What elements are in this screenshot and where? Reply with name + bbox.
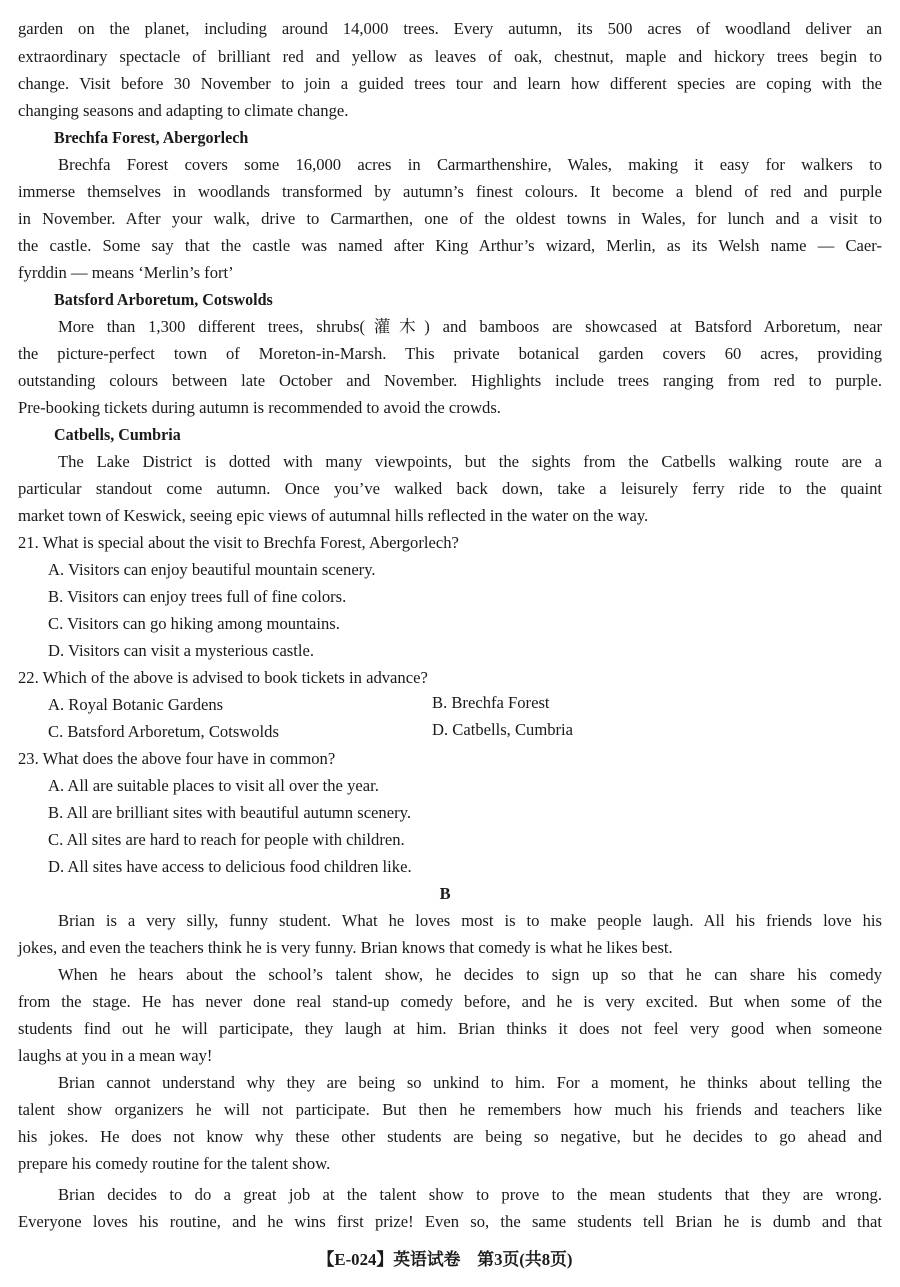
text-line: outstanding colours between late October and November. Highlights include trees ranging from red to purple. xyxy=(18,371,882,390)
text-line: Brian decides to do a great job at the talent show to prove to the mean students that they are wrong. xyxy=(58,1185,882,1204)
text-line: the castle. Some say that the castle was named after King Arthur’s wizard, Merlin, as its Welsh name — Caer- xyxy=(18,236,882,255)
text-line: jokes, and even the teachers think he is very funny. Brian knows that comedy is what he likes best. xyxy=(18,938,673,957)
answer-option: D. All sites have access to delicious food children like. xyxy=(48,857,412,876)
answer-option: A. All are suitable places to visit all over the year. xyxy=(48,776,379,795)
text-line: prepare his comedy routine for the talent show. xyxy=(18,1154,331,1173)
question-stem: 23. What does the above four have in common? xyxy=(18,749,336,768)
text-line: talent show organizers he will not participate. But then he remembers how much his friends and teachers like xyxy=(18,1100,882,1119)
text-line: particular standout come autumn. Once you’ve walked back down, take a leisurely ferry ride to the quaint xyxy=(18,479,882,498)
question-stem: 21. What is special about the visit to Brechfa Forest, Abergorlech? xyxy=(18,533,459,552)
section-heading: Batsford Arboretum, Cotswolds xyxy=(54,290,273,309)
text-line: in November. After your walk, drive to Carmarthen, one of the oldest towns in Wales, for lunch and a visit to xyxy=(18,209,882,228)
text-line: The Lake District is dotted with many viewpoints, but the sights from the Catbells walking route are a xyxy=(58,452,882,471)
section-heading: Brechfa Forest, Abergorlech xyxy=(54,128,249,147)
answer-option: A. Royal Botanic Gardens xyxy=(48,695,224,714)
answer-option: D. Visitors can visit a mysterious castle. xyxy=(48,641,315,660)
text-line: students find out he will participate, they laugh at him. Brian thinks it does not feel very good when someone xyxy=(18,1019,882,1038)
text-line: Brian cannot understand why they are being so unkind to him. For a moment, he thinks about telling the xyxy=(58,1073,882,1092)
text-line: laughs at you in a mean way! xyxy=(18,1046,213,1065)
text-line: market town of Keswick, seeing epic views of autumnal hills reflected in the water on the way. xyxy=(18,506,649,525)
answer-option: B. Visitors can enjoy trees full of fine colors. xyxy=(48,587,347,606)
question-stem: 22. Which of the above is advised to book tickets in advance? xyxy=(18,668,428,687)
text-line: More than 1,300 different trees, shrubs(灌木) and bamboos are showcased at Batsford Arboretum, near xyxy=(58,317,882,336)
text-line: fyrddin — means ‘Merlin’s fort’ xyxy=(18,263,234,282)
text-line: Brechfa Forest covers some 16,000 acres in Carmarthenshire, Wales, making it easy for walkers to xyxy=(58,155,882,174)
text-line: Brian is a very silly, funny student. What he loves most is to make people laugh. All his friends love his xyxy=(58,911,882,930)
answer-option: C. All sites are hard to reach for people with children. xyxy=(48,830,405,849)
text-line: his jokes. He does not know why these other students are being so negative, but he decides to go ahead and xyxy=(18,1127,882,1146)
text-line: When he hears about the school’s talent show, he decides to sign up so that he can share his comedy xyxy=(58,965,882,984)
answer-option: D. Catbells, Cumbria xyxy=(432,720,574,739)
text-line: changing seasons and adapting to climate change. xyxy=(18,101,349,120)
section-heading: Catbells, Cumbria xyxy=(54,425,181,444)
text-line: Pre-booking tickets during autumn is recommended to avoid the crowds. xyxy=(18,398,501,417)
page-footer: 【E-024】英语试卷 第3页(共8页) xyxy=(317,1250,573,1269)
text-line: change. Visit before 30 November to join a guided trees tour and learn how different species are coping with the xyxy=(18,74,882,93)
answer-option: B. All are brilliant sites with beautiful autumn scenery. xyxy=(48,803,411,822)
text-line: garden on the planet, including around 14,000 trees. Every autumn, its 500 acres of woodland deliver an xyxy=(18,19,882,38)
passage-label: B xyxy=(439,884,451,903)
answer-option: B. Brechfa Forest xyxy=(432,693,550,712)
answer-option: A. Visitors can enjoy beautiful mountain scenery. xyxy=(48,560,376,579)
answer-option: C. Visitors can go hiking among mountains. xyxy=(48,614,340,633)
answer-option: C. Batsford Arboretum, Cotswolds xyxy=(48,722,279,741)
text-line: from the stage. He has never done real stand-up comedy before, and he is very excited. But when some of the xyxy=(18,992,882,1011)
text-line: the picture-perfect town of Moreton-in-Marsh. This private botanical garden covers 60 acres, providing xyxy=(18,344,882,363)
text-line: extraordinary spectacle of brilliant red and yellow as leaves of oak, chestnut, maple and hickory trees begin to xyxy=(18,47,882,66)
text-line: immerse themselves in woodlands transformed by autumn’s finest colours. It become a blend of red and purple xyxy=(18,182,882,201)
text-line: Everyone loves his routine, and he wins first prize! Even so, the same students tell Brian he is dumb and that xyxy=(18,1212,882,1231)
